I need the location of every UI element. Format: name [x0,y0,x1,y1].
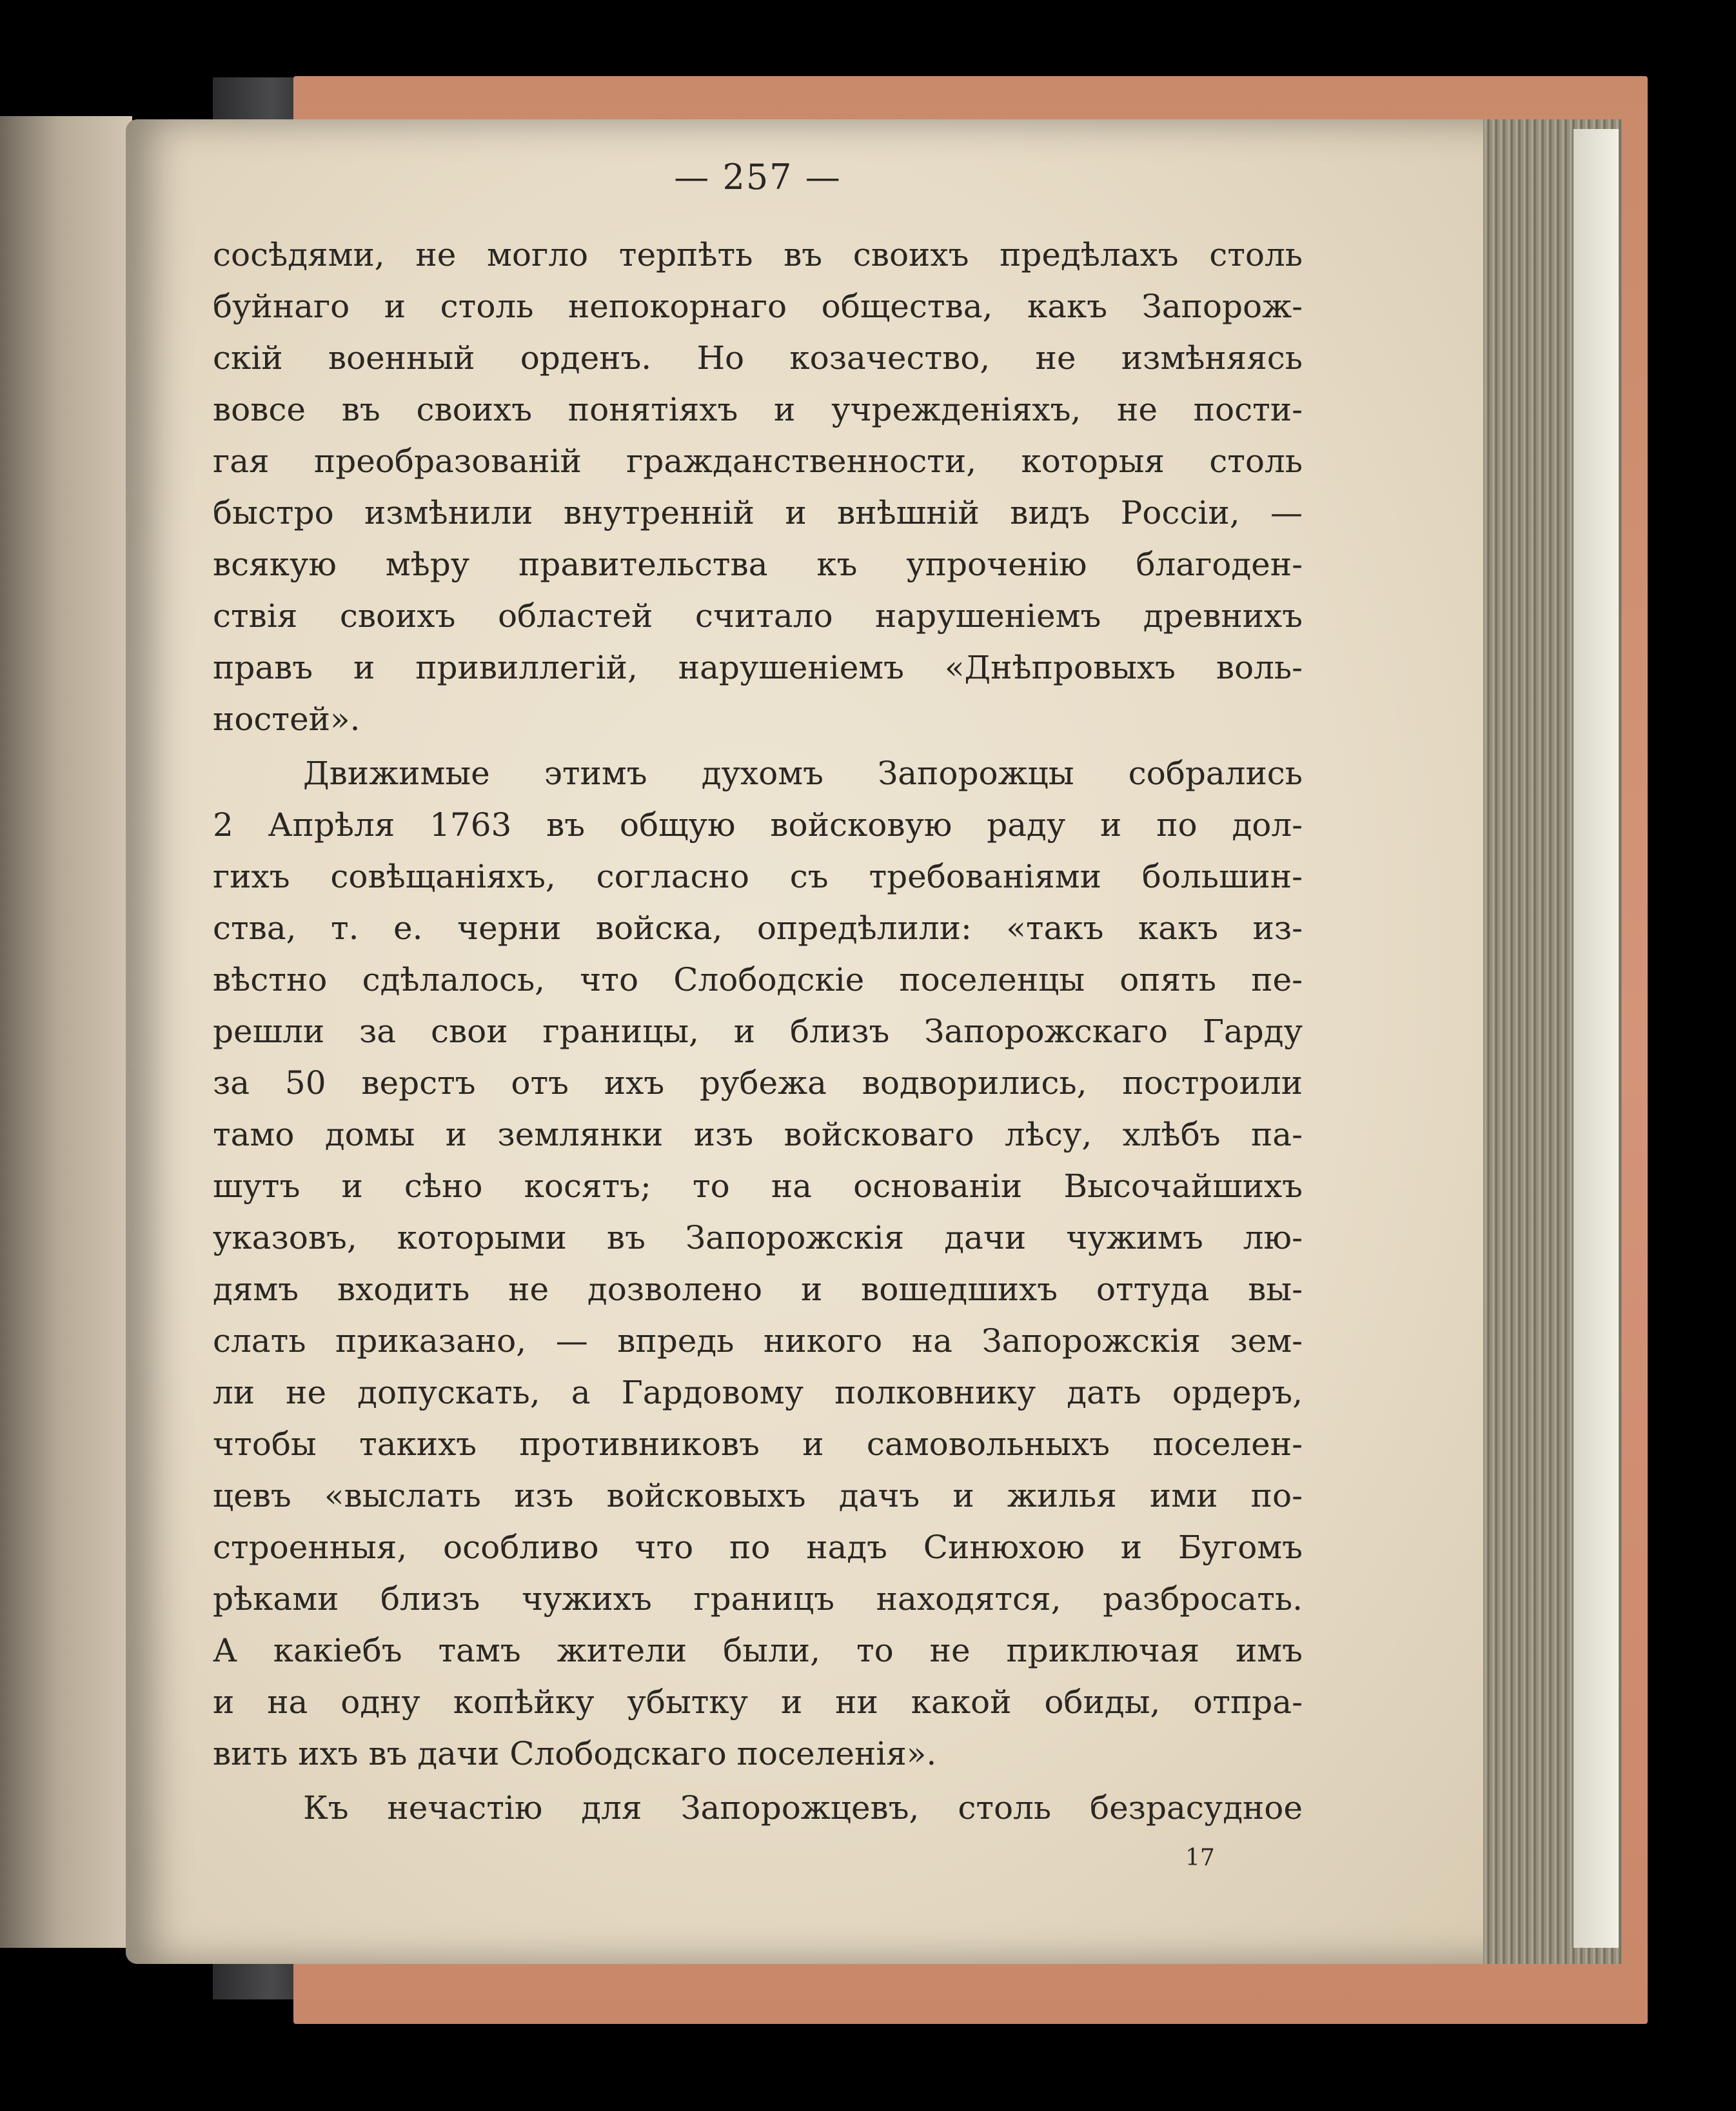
text-line: тамо домы и землянки изъ войсковаго лѣсу, хлѣбъ па- [213,1116,1303,1153]
text-line: правъ и привиллегій, нарушеніемъ «Днѣпровыхъ воль- [213,649,1303,686]
text-line: ли не допускать, а Гардовому полковнику дать ордеръ, [213,1374,1303,1411]
text-line: слать приказано, — впредь никого на Запорожскія зем- [213,1322,1303,1360]
page-text-block [213,152,1303,1834]
text-line: всякую мѣру правительства къ упроченію благоден- [213,546,1303,583]
text-line: указовъ, которыми въ Запорожскія дачи чужимъ лю- [213,1219,1303,1256]
text-line: дямъ входить не дозволено и вошедшихъ оттуда вы- [213,1271,1303,1308]
text-line: скій военный орденъ. Но козачество, не измѣняясь [213,339,1303,377]
text-line: вовсе въ своихъ понятіяхъ и учрежденіяхъ, не пости- [213,391,1303,428]
paragraph-first-line: Къ нечастію для Запорожцевъ, столь безрасудное [303,1789,1303,1827]
text-line: и на одну копѣйку убытку и ни какой обиды, отпра- [213,1683,1303,1721]
text-line: 2 Апрѣля 1763 въ общую войсковую раду и по дол- [213,806,1303,844]
paragraph-first-line: Движимые этимъ духомъ Запорожцы собрались [303,755,1303,792]
text-line: строенныя, особливо что по надъ Синюхою и Бугомъ [213,1529,1303,1566]
text-line: быстро измѣнили внутренній и внѣшній видъ Россіи, — [213,494,1303,531]
text-line: цевъ «выслать изъ войсковыхъ дачъ и жилья ими по- [213,1477,1303,1514]
page-edge-highlight [1573,129,1619,1948]
text-line: шутъ и сѣно косятъ; то на основаніи Высочайшихъ [213,1167,1303,1205]
text-line: за 50 верстъ отъ ихъ рубежа водворились, построили [213,1064,1303,1102]
text-line: решли за свои границы, и близъ Запорожскаго Гарду [213,1013,1303,1050]
text-line: вѣстно сдѣлалось, что Слободскіе поселенцы опять пе- [213,961,1303,998]
text-line: рѣками близъ чужихъ границъ находятся, разбросать. [213,1580,1303,1618]
text-line: вить ихъ въ дачи Слободскаго поселенія». [213,1735,937,1772]
page-number-header: — 257 — [674,157,842,197]
signature-mark: 17 [1185,1845,1215,1871]
text-line: гая преобразованій гражданственности, которыя столь [213,442,1303,480]
text-line: буйнаго и столь непокорнаго общества, какъ Запорож- [213,288,1303,325]
text-line: ностей». [213,700,360,738]
text-line: ства, т. е. черни войска, опредѣлили: «такъ какъ из- [213,909,1303,947]
text-line: А какіебъ тамъ жители были, то не приключая имъ [213,1632,1303,1669]
left-page-edge [0,116,132,1948]
text-line: ствія своихъ областей считало нарушеніемъ древнихъ [213,597,1303,635]
text-line: гихъ совѣщаніяхъ, согласно съ требованіями большин- [213,858,1303,895]
text-line: чтобы такихъ противниковъ и самовольныхъ поселен- [213,1425,1303,1463]
text-line: сосѣдями, не могло терпѣть въ своихъ предѣлахъ столь [213,236,1303,273]
